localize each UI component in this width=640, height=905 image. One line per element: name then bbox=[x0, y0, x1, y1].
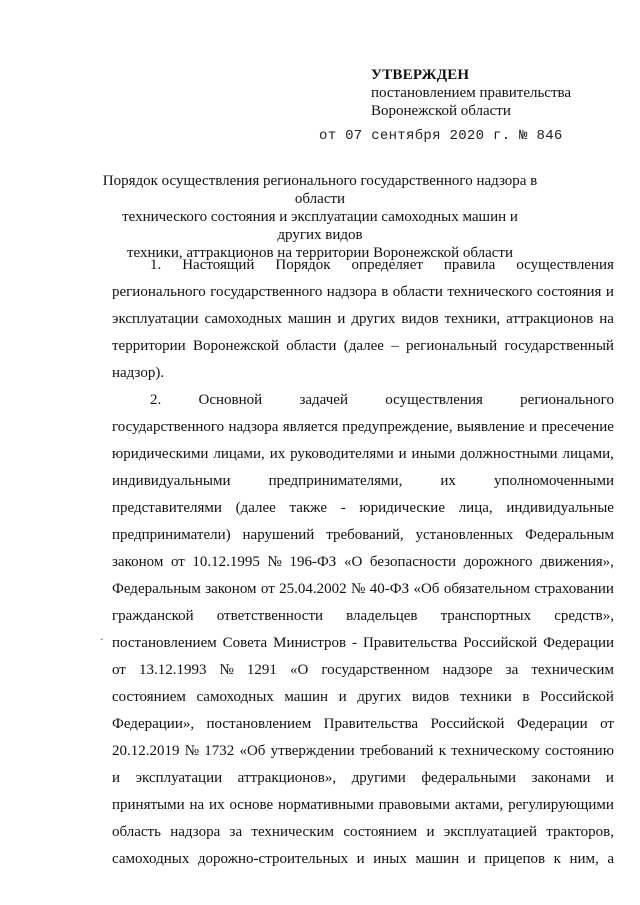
text-word: также bbox=[289, 500, 328, 516]
text-word: их bbox=[269, 446, 286, 462]
text-word: и bbox=[605, 284, 614, 300]
text-word: правила bbox=[443, 257, 496, 273]
text-word: за bbox=[229, 824, 243, 840]
text-line bbox=[112, 279, 614, 306]
text-word: регионального bbox=[520, 392, 614, 408]
text-word: «Об bbox=[239, 743, 266, 759]
text-word: машин bbox=[415, 851, 460, 867]
text-word: гражданской bbox=[112, 608, 194, 624]
text-line bbox=[112, 333, 614, 360]
heading-line: техники, аттракционов на территории Воронежской области bbox=[126, 245, 514, 261]
text-word: движения», bbox=[540, 554, 614, 570]
text-word: дорожного bbox=[463, 554, 533, 570]
text-word: эксплуатации bbox=[112, 311, 199, 327]
text-line bbox=[112, 603, 614, 630]
document-heading bbox=[100, 172, 540, 262]
text-word: утверждении bbox=[270, 743, 355, 759]
paragraph-2 bbox=[112, 387, 614, 873]
text-word: на bbox=[189, 797, 205, 813]
text-word: предприниматели) bbox=[112, 527, 231, 543]
text-word: Федеральным bbox=[112, 581, 201, 597]
text-word: от bbox=[260, 581, 275, 597]
text-line bbox=[112, 495, 614, 522]
text-word: от bbox=[170, 554, 185, 570]
text-word: технического bbox=[447, 284, 533, 300]
text-word: является bbox=[282, 419, 338, 435]
text-word: а bbox=[607, 851, 614, 867]
text-word: № bbox=[219, 662, 234, 678]
text-word: и bbox=[398, 446, 407, 462]
text-word: регулирующими bbox=[508, 797, 614, 813]
text-word: надзора bbox=[228, 419, 279, 435]
text-word: аттракционов», bbox=[237, 770, 337, 786]
text-word: Воронежской bbox=[192, 338, 279, 354]
text-word: безопасности bbox=[369, 554, 456, 570]
text-line bbox=[112, 819, 614, 846]
text-word: за bbox=[505, 662, 519, 678]
text-line bbox=[112, 306, 614, 333]
text-word: от bbox=[112, 662, 126, 678]
text-word: уполномоченными bbox=[493, 473, 614, 489]
text-word: к bbox=[438, 743, 446, 759]
text-word: 20.12.2019 bbox=[112, 743, 180, 759]
text-line bbox=[112, 684, 614, 711]
text-word: (далее bbox=[343, 338, 384, 354]
text-word: актами, bbox=[454, 797, 504, 813]
text-word: техники bbox=[459, 689, 512, 705]
approval-date: от 07 сентября 2020 г. № 846 bbox=[319, 128, 563, 144]
text-word: юридическими bbox=[112, 446, 209, 462]
text-word: руководителями bbox=[290, 446, 394, 462]
text-word: тракторов, bbox=[546, 824, 614, 840]
text-word: государственный bbox=[504, 338, 614, 354]
text-word: и bbox=[338, 689, 347, 705]
text-word: «О bbox=[289, 662, 309, 678]
text-word: в bbox=[381, 284, 389, 300]
text-word: их bbox=[209, 797, 225, 813]
text-word: лицами, bbox=[213, 446, 265, 462]
text-word: Правительства bbox=[362, 635, 458, 651]
text-word: самоходных bbox=[204, 311, 282, 327]
text-word: должностными bbox=[460, 446, 558, 462]
scan-artifact-mark: ˇ bbox=[100, 638, 104, 649]
text-word: Основной bbox=[198, 392, 263, 408]
text-word: предупреждение, bbox=[342, 419, 453, 435]
text-word: техническим bbox=[531, 662, 614, 678]
text-word: и bbox=[112, 770, 121, 786]
text-word: индивидуальными bbox=[112, 473, 231, 489]
text-word: Правительства bbox=[323, 716, 419, 732]
text-word: эксплуатацией bbox=[443, 824, 538, 840]
text-word: Настоящий bbox=[182, 257, 255, 273]
text-word: правовыми bbox=[378, 797, 450, 813]
text-word: и bbox=[529, 419, 538, 435]
heading-line: технического состояния и эксплуатации самоходных машин и других видов bbox=[122, 209, 518, 243]
text-word: региональный bbox=[406, 338, 498, 354]
text-word: на bbox=[599, 311, 614, 327]
text-word: лицами, bbox=[562, 446, 614, 462]
text-word: № bbox=[351, 581, 366, 597]
text-word: Федерации», bbox=[112, 716, 195, 732]
text-line bbox=[112, 360, 614, 387]
text-word: видов bbox=[401, 311, 439, 327]
text-word: машин bbox=[284, 689, 329, 705]
text-word: основе bbox=[229, 797, 274, 813]
text-word: «Об bbox=[413, 581, 440, 597]
text-word: – bbox=[391, 338, 399, 354]
text-line bbox=[112, 765, 614, 792]
text-line bbox=[112, 522, 614, 549]
text-word: 1. bbox=[150, 257, 162, 273]
text-word: предпринимателями, bbox=[268, 473, 403, 489]
text-word: и bbox=[605, 770, 614, 786]
text-word: средств», bbox=[554, 608, 614, 624]
text-line bbox=[112, 846, 614, 873]
text-word: постановлением bbox=[112, 635, 217, 651]
text-line bbox=[112, 549, 614, 576]
text-word: техническим bbox=[251, 824, 335, 840]
text-word: № bbox=[267, 554, 282, 570]
text-word: 196-ФЗ bbox=[289, 554, 337, 570]
text-word: другими bbox=[351, 770, 406, 786]
text-word: «О bbox=[343, 554, 363, 570]
text-word: к bbox=[553, 851, 561, 867]
text-word: состояния bbox=[536, 284, 602, 300]
text-word: осуществления bbox=[516, 257, 614, 273]
text-word: 25.04.2002 bbox=[279, 581, 347, 597]
text-word: дорожно-строительных bbox=[197, 851, 349, 867]
text-word: (далее bbox=[235, 500, 276, 516]
text-word: 10.12.1995 bbox=[192, 554, 260, 570]
text-word: государственном bbox=[321, 662, 430, 678]
text-word: № bbox=[184, 743, 200, 759]
text-word: техники, bbox=[444, 311, 501, 327]
text-word: состоянием bbox=[343, 824, 418, 840]
text-word: государственного bbox=[210, 284, 323, 300]
text-word: требований, bbox=[326, 527, 404, 543]
text-word: - bbox=[352, 635, 357, 651]
text-word: 13.12.1993 bbox=[138, 662, 207, 678]
text-word: состоянию bbox=[544, 743, 614, 759]
text-word: надзора bbox=[170, 824, 221, 840]
text-word: Федерации bbox=[516, 716, 588, 732]
text-word: выявление bbox=[456, 419, 525, 435]
text-word: владельцев bbox=[346, 608, 418, 624]
text-word: Министров bbox=[273, 635, 347, 651]
text-word: государственного bbox=[112, 419, 225, 435]
text-word: область bbox=[112, 824, 161, 840]
text-word: требований bbox=[359, 743, 434, 759]
text-word: Порядок bbox=[275, 257, 331, 273]
text-line bbox=[112, 711, 614, 738]
text-word: задачей bbox=[299, 392, 348, 408]
text-word: машин bbox=[287, 311, 332, 327]
text-word: эксплуатации bbox=[135, 770, 223, 786]
text-line bbox=[112, 738, 614, 765]
text-word: Федеральным bbox=[525, 527, 614, 543]
text-word: регионального bbox=[112, 284, 206, 300]
text-line bbox=[112, 657, 614, 684]
text-word: нормативными bbox=[278, 797, 374, 813]
text-word: постановлением bbox=[206, 716, 312, 732]
text-word: 2. bbox=[150, 392, 162, 408]
text-word: иными bbox=[411, 446, 456, 462]
text-word: транспортных bbox=[440, 608, 532, 624]
text-word: и bbox=[426, 824, 435, 840]
text-word: ответственности bbox=[216, 608, 324, 624]
text-word: Федерации bbox=[543, 635, 614, 651]
text-word: Российской bbox=[463, 635, 538, 651]
text-word: прицепов bbox=[484, 851, 546, 867]
text-word: и bbox=[356, 851, 365, 867]
text-word: самоходных bbox=[112, 851, 190, 867]
text-line bbox=[112, 576, 614, 603]
text-word: законом bbox=[205, 581, 257, 597]
text-line bbox=[112, 252, 614, 279]
text-word: представителями bbox=[112, 500, 222, 516]
text-word: Российской bbox=[430, 716, 505, 732]
text-word: области bbox=[392, 284, 443, 300]
text-word: законом bbox=[112, 554, 164, 570]
text-word: видов bbox=[411, 689, 450, 705]
text-word: в bbox=[522, 689, 530, 705]
text-line bbox=[112, 468, 614, 495]
text-word: техническому bbox=[451, 743, 540, 759]
text-line bbox=[112, 414, 614, 441]
document-body bbox=[112, 252, 614, 873]
text-word: территории bbox=[112, 338, 186, 354]
approval-line-2: Воронежской области bbox=[371, 103, 511, 119]
text-line bbox=[112, 792, 614, 819]
text-word: надзора bbox=[326, 284, 377, 300]
text-word: и bbox=[337, 311, 346, 327]
text-line bbox=[112, 630, 614, 657]
text-word: состоянием bbox=[112, 689, 186, 705]
text-word: определяет bbox=[351, 257, 423, 273]
text-word: страховании bbox=[534, 581, 614, 597]
text-word: их bbox=[440, 473, 456, 489]
text-word: юридические bbox=[359, 500, 445, 516]
text-word: от bbox=[600, 716, 614, 732]
text-line bbox=[112, 387, 614, 414]
approval-block bbox=[319, 66, 631, 144]
text-word: федеральными bbox=[421, 770, 517, 786]
text-word: индивидуальные bbox=[506, 500, 614, 516]
text-word: 1291 bbox=[246, 662, 277, 678]
heading-line: Порядок осуществления регионального государственного надзора в области bbox=[102, 173, 538, 207]
text-word: иных bbox=[373, 851, 407, 867]
text-word: осуществления bbox=[385, 392, 483, 408]
text-word: других bbox=[357, 689, 402, 705]
text-line bbox=[112, 441, 614, 468]
text-word: - bbox=[340, 500, 346, 516]
text-word: законами bbox=[531, 770, 591, 786]
text-word: установленных bbox=[415, 527, 514, 543]
approval-title: УТВЕРЖДЕН bbox=[371, 67, 470, 83]
text-word: обязательном bbox=[443, 581, 530, 597]
text-word: Совета bbox=[222, 635, 268, 651]
text-word: ним, bbox=[569, 851, 599, 867]
text-word: 40-ФЗ bbox=[369, 581, 410, 597]
text-word: и bbox=[467, 851, 476, 867]
text-word: пресечение bbox=[541, 419, 614, 435]
text-word: самоходных bbox=[196, 689, 274, 705]
text-word: 1732 bbox=[204, 743, 235, 759]
text-word: других bbox=[351, 311, 396, 327]
text-word: принятыми bbox=[112, 797, 185, 813]
text-word: области bbox=[286, 338, 337, 354]
text-word: нарушений bbox=[242, 527, 315, 543]
text-word: Российской bbox=[539, 689, 614, 705]
text-word: лица, bbox=[458, 500, 493, 516]
text-word: надзоре bbox=[442, 662, 493, 678]
text-word: аттракционов bbox=[506, 311, 594, 327]
approval-line-1: постановлением правительства bbox=[371, 85, 572, 101]
paragraph-1 bbox=[112, 252, 614, 387]
text-word: надзор). bbox=[112, 365, 165, 381]
